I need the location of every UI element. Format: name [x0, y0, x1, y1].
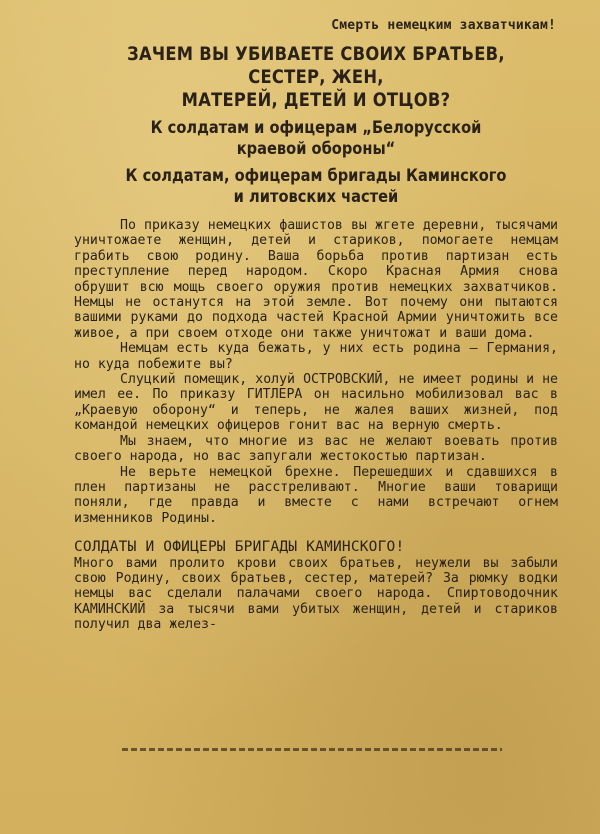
appeal-belarus-defense: К солдатам и офицерам „Белорусской краевой обороны“	[150, 118, 482, 159]
appeal-kaminsky-brigade: К солдатам, офицерам бригады Каминского и литовских частей	[125, 166, 507, 207]
paragraph: Не верьте немецкой брехне. Перешедших и сдавшихся в плен партизаны не расстреливают. Многие ваши товарищи поняли, где правда и вместе с нами встречают огнем изменников Родины.	[74, 464, 558, 526]
paragraph: По приказу немецких фашистов вы жгете деревни, тысячами уничтожаете женщин, детей и стариков, помогаете немцам грабить свою родину. Ваша борьба против партизан есть преступление перед народом. Скоро Красная Армия снова обрушит всю мощь своего оружия против немецких захватчиков. Немцы не останутся на этой земле. Вот почему они пытаются вашими руками до подхода частей Красной Армии уничтожить все живое, а при своем отходе они также уничтожат и ваши дома.	[74, 218, 558, 341]
slogan: Смерть немецким захватчикам!	[331, 18, 556, 33]
section-heading: СОЛДАТЫ И ОФИЦЕРЫ БРИГАДЫ КАМИНСКОГО!	[74, 539, 405, 556]
section-paragraph: Много вами пролито крови своих братьев, неужели вы забыли свою Родину, своих братьев, сестер, матерей? За рюмку водки немцы вас сделали палачами своего народа. Спиртоводочник КАМИНСКИЙ за тысячи вами убитых женщин, детей и стариков получил два желез-	[74, 555, 558, 633]
leaflet-body	[74, 218, 558, 633]
headline: ЗАЧЕМ ВЫ УБИВАЕТЕ СВОИХ БРАТЬЕВ, СЕСТЕР, ЖЕН, МАТЕРЕЙ, ДЕТЕЙ И ОТЦОВ?	[127, 43, 505, 111]
paragraph: Мы знаем, что многие из вас не желают воевать против своего народа, но вас запугали жестокостью партизан.	[74, 433, 558, 465]
paragraph: Слуцкий помещик, холуй ОСТРОВСКИЙ, не имеет родины и не имел ее. По приказу ГИТЛЕРА он насильно мобилизовал вас в „Краевую оборону“ и теперь, не жалея ваших жизней, под командой немецких офицеров гонит вас на верную смерть.	[74, 372, 558, 434]
footer-divider	[122, 748, 502, 751]
paragraph: Немцам есть куда бежать, у них есть родина — Германия, но куда побежите вы?	[74, 341, 558, 372]
